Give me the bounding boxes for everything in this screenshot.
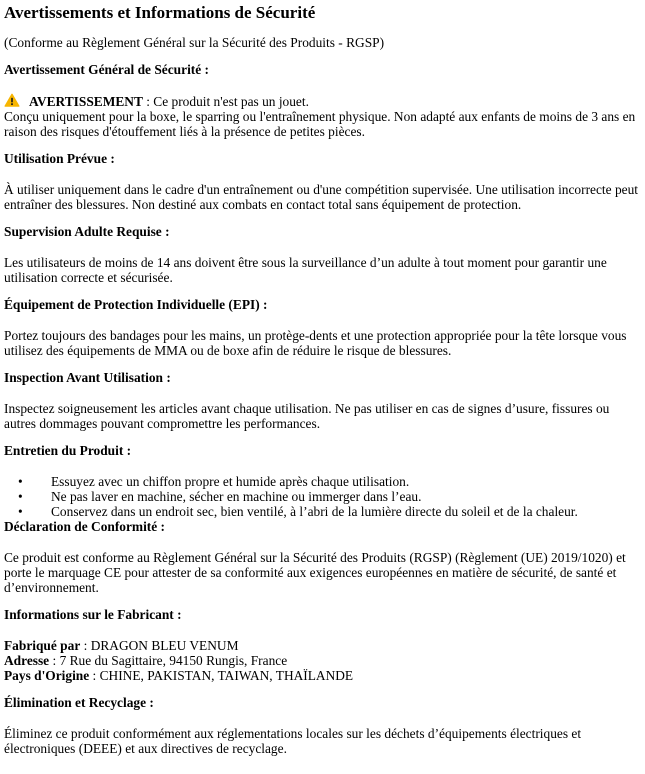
- alert-label: AVERTISSEMENT: [29, 94, 143, 109]
- page-title: Avertissements et Informations de Sécurité: [4, 3, 316, 22]
- heading-inspection: Inspection Avant Utilisation :: [4, 370, 171, 385]
- list-item-text: Ne pas laver en machine, sécher en machine ou immerger dans l’eau.: [51, 489, 422, 504]
- warning-paragraph: [4, 93, 641, 139]
- bullet-icon: •: [18, 489, 23, 504]
- separator: :: [89, 668, 100, 683]
- recycling-text: Éliminez ce produit conformément aux réglementations locales sur les déchets d’équipements électriques et électroniques (DEEE) et aux directives de recyclage.: [4, 726, 582, 756]
- heading-recycling: Élimination et Recyclage :: [4, 695, 154, 710]
- manufacturer-row: [4, 668, 641, 683]
- manufacturer-row-value: CHINE, PAKISTAN, TAIWAN, THAÏLANDE: [99, 668, 354, 683]
- heading-adult-supervision: Supervision Adulte Requise :: [4, 224, 170, 239]
- heading-conformity: Déclaration de Conformité :: [4, 519, 166, 534]
- warning-line: [4, 94, 309, 109]
- alert-text: : Ce produit n'est pas un jouet.: [142, 94, 309, 109]
- bullet-icon: •: [18, 504, 23, 519]
- heading-manufacturer: Informations sur le Fabricant :: [4, 607, 182, 622]
- list-item-text: Conservez dans un endroit sec, bien ventilé, à l’abri de la lumière directe du soleil et de la chaleur.: [51, 504, 578, 519]
- manufacturer-row-label: Fabriqué par: [4, 638, 81, 653]
- manufacturer-row-label: Pays d'Origine: [4, 668, 90, 683]
- heading-intended-use: Utilisation Prévue :: [4, 151, 115, 166]
- maintenance-list: [4, 474, 641, 519]
- separator: :: [80, 638, 91, 653]
- manufacturer-row-value: 7 Rue du Sagittaire, 94150 Rungis, France: [59, 653, 288, 668]
- inspection-text: Inspectez soigneusement les articles avant chaque utilisation. Ne pas utiliser en cas de signes d’usure, fissures ou autres dommages pouvant compromettre les performances.: [4, 401, 610, 431]
- separator: :: [49, 653, 60, 668]
- heading-general-safety-warning: Avertissement Général de Sécurité :: [4, 62, 210, 77]
- warning-icon: [4, 93, 20, 108]
- heading-maintenance: Entretien du Produit :: [4, 443, 132, 458]
- manufacturer-row-value: DRAGON BLEU VENUM: [90, 638, 239, 653]
- ppe-text: Portez toujours des bandages pour les mains, un protège-dents et une protection appropriée pour la tête lorsque vous utilisez des équipements de MMA ou de boxe afin de réduire le risque de blessures.: [4, 328, 627, 358]
- subtitle: (Conforme au Règlement Général sur la Sécurité des Produits - RGSP): [4, 35, 385, 50]
- list-item: [4, 489, 641, 504]
- adult-supervision-text: Les utilisateurs de moins de 14 ans doivent être sous la surveillance d’un adulte à tout moment pour garantir une utilisation correcte et sécurisée.: [4, 255, 607, 285]
- manufacturer-row: [4, 653, 641, 668]
- manufacturer-row: [4, 638, 641, 653]
- list-item: [4, 474, 641, 489]
- intended-use-text: À utiliser uniquement dans le cadre d'un entraînement ou d'une compétition supervisée. Une utilisation incorrecte peut entraîner des blessures. Non destiné aux combats en contact total sans équipement de protection.: [4, 182, 638, 212]
- heading-ppe: Équipement de Protection Individuelle (EPI) :: [4, 297, 268, 312]
- list-item: [4, 504, 641, 519]
- bullet-icon: •: [18, 474, 23, 489]
- alert-body: Conçu uniquement pour la boxe, le sparring ou l'entraînement physique. Non adapté aux enfants de moins de 3 ans en raison des risques d'étouffement liés à la présence de petites pièces.: [4, 109, 636, 139]
- manufacturer-info: [4, 638, 641, 683]
- conformity-text: Ce produit est conforme au Règlement Général sur la Sécurité des Produits (RGSP) (Règlement (UE) 2019/1020) et porte le marquage CE pour attester de sa conformité aux exigences européennes en matière de sécurité, de santé et d’environnement.: [4, 550, 626, 595]
- manufacturer-row-label: Adresse: [4, 653, 50, 668]
- list-item-text: Essuyez avec un chiffon propre et humide après chaque utilisation.: [51, 474, 410, 489]
